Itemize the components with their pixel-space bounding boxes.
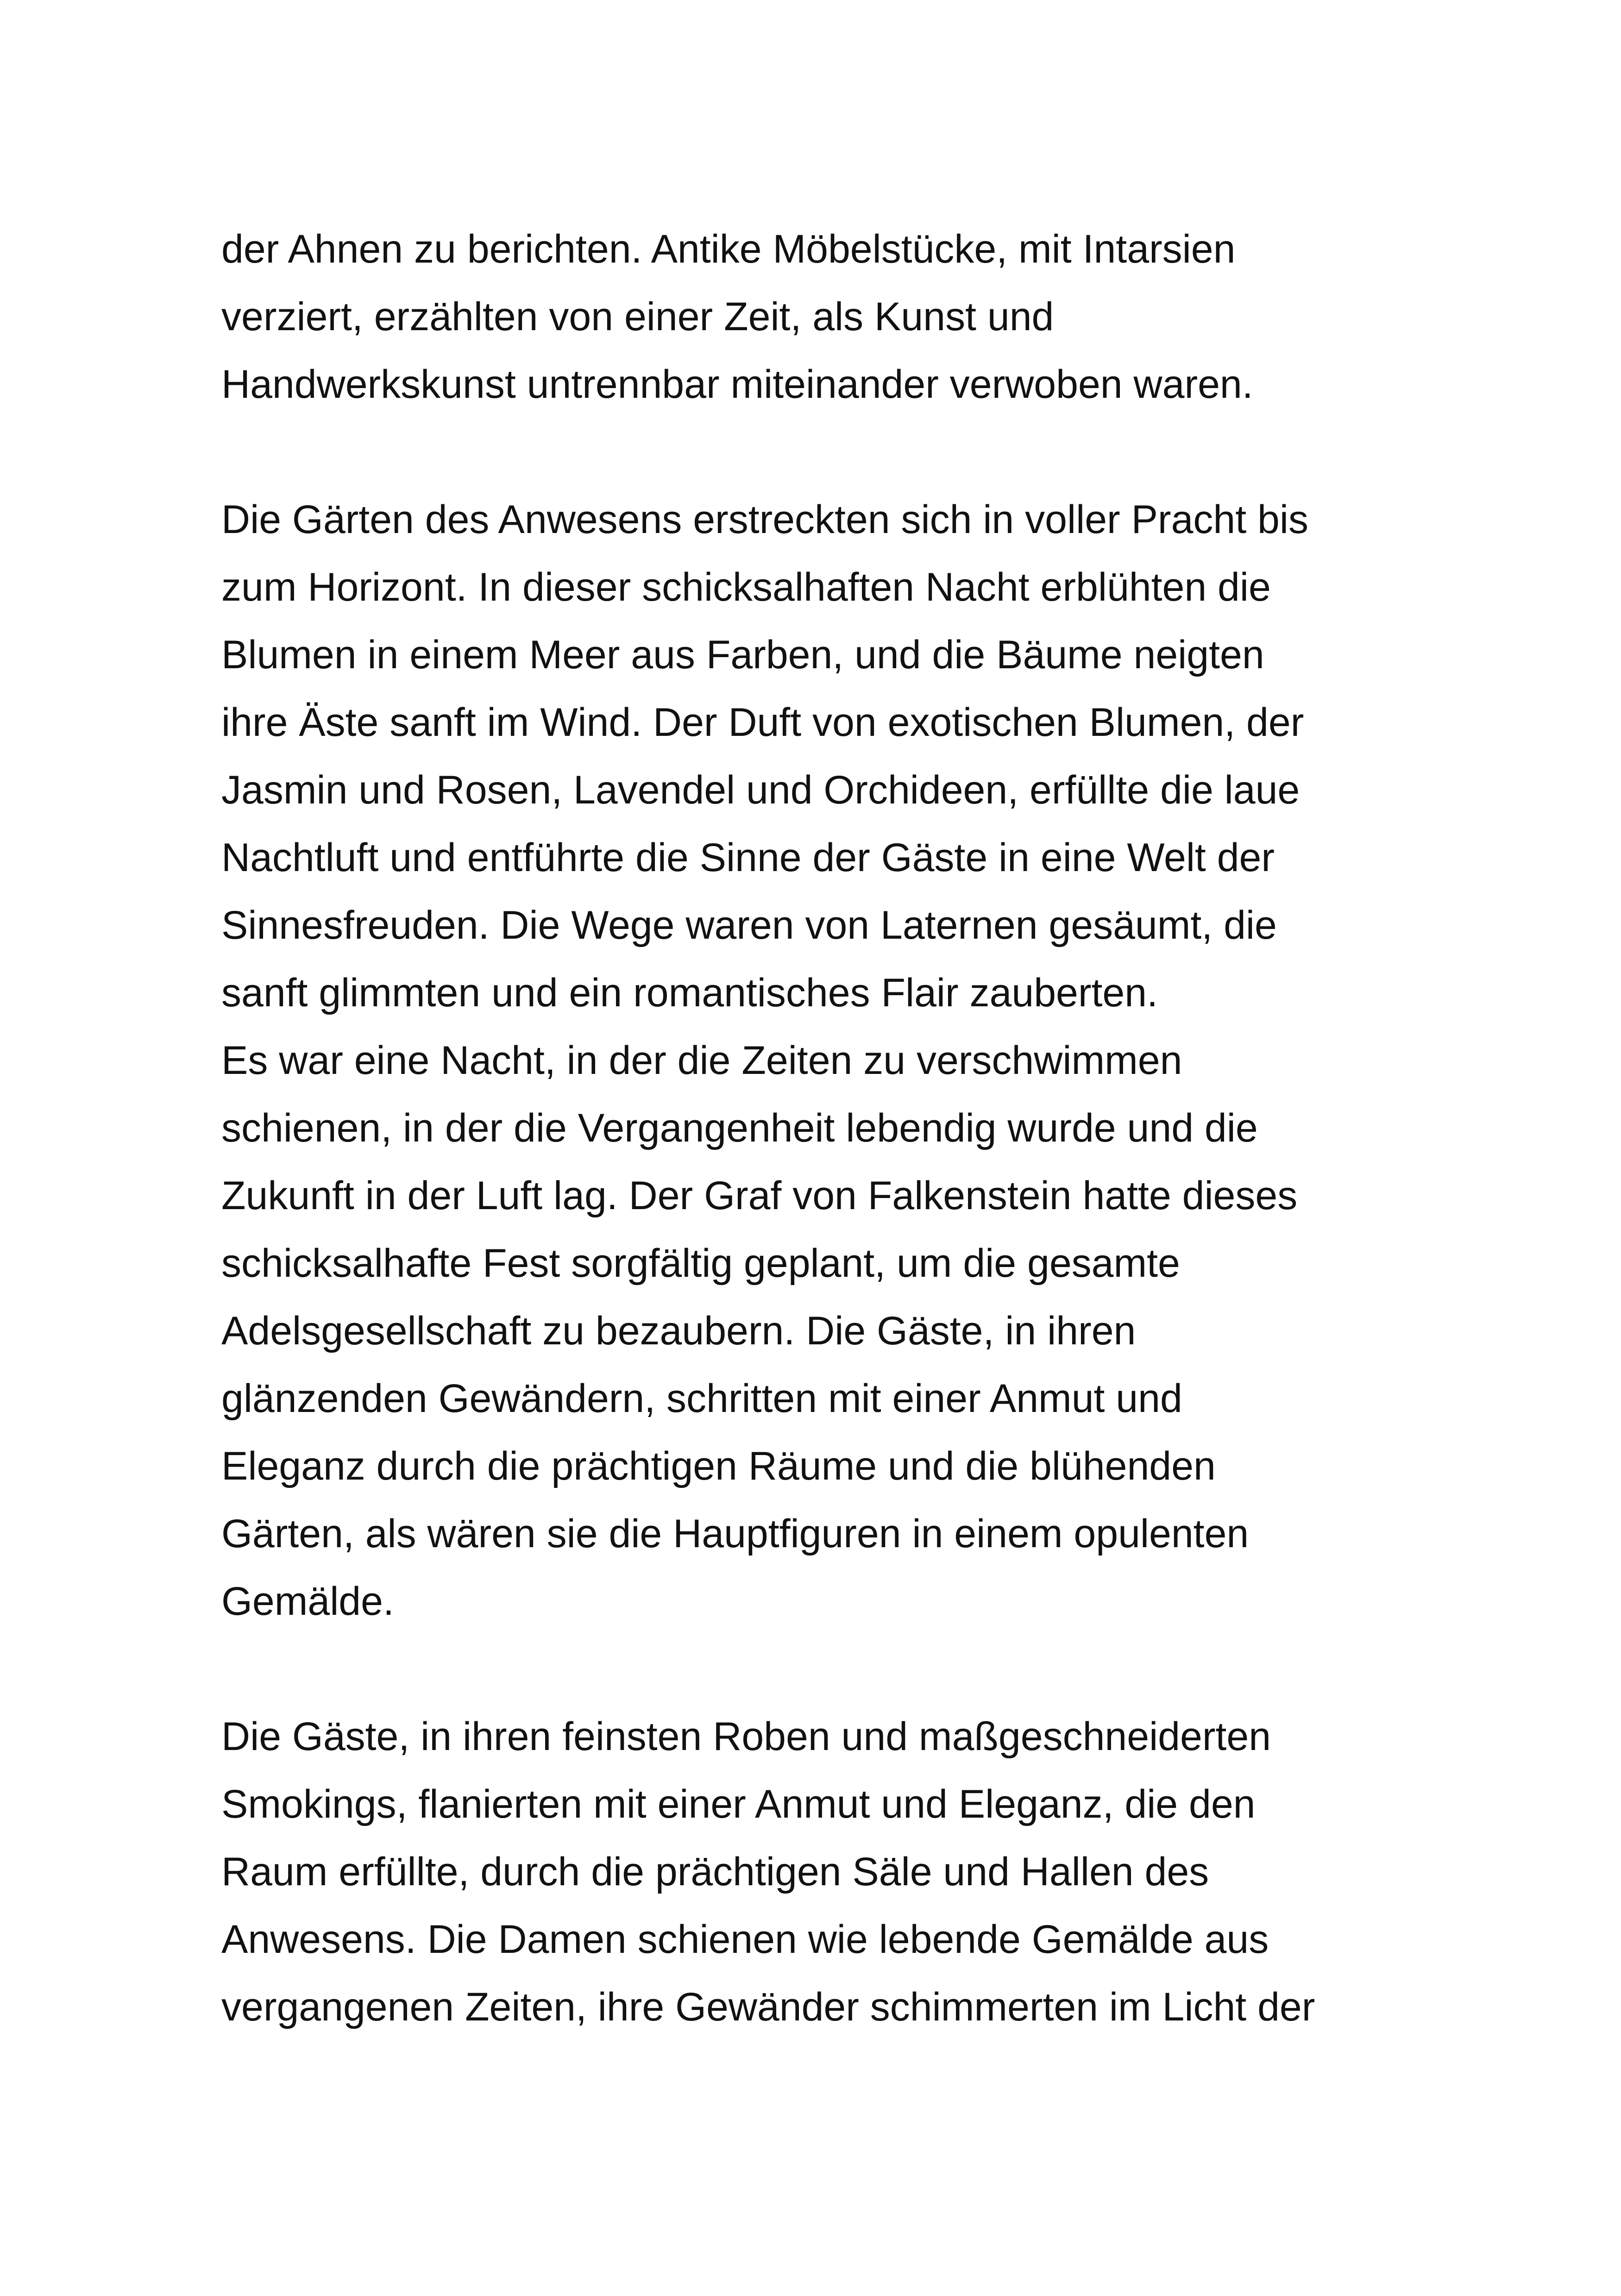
text-line: Adelsgesellschaft zu bezaubern. Die Gäste, in ihren	[221, 1309, 1136, 1353]
text-line: glänzenden Gewändern, schritten mit einer Anmut und	[221, 1376, 1182, 1421]
paragraph-3	[221, 1703, 1426, 2041]
paragraph-1	[221, 215, 1426, 418]
text-line: zum Horizont. In dieser schicksalhaften Nacht erblühten die	[221, 565, 1271, 609]
text-line: Sinnesfreuden. Die Wege waren von Laternen gesäumt, die	[221, 903, 1277, 947]
text-line: Eleganz durch die prächtigen Räume und die blühenden	[221, 1444, 1216, 1488]
body-text	[221, 215, 1426, 2041]
text-line: Handwerkskunst untrennbar miteinander verwoben waren.	[221, 362, 1253, 407]
text-line: Raum erfüllte, durch die prächtigen Säle und Hallen des	[221, 1850, 1209, 1894]
text-line: sanft glimmten und ein romantisches Flair zauberten.	[221, 971, 1158, 1015]
text-line: Smokings, flanierten mit einer Anmut und Eleganz, die den	[221, 1782, 1256, 1826]
text-line: Zukunft in der Luft lag. Der Graf von Falkenstein hatte dieses	[221, 1173, 1298, 1218]
text-line: schicksalhafte Fest sorgfältig geplant, um die gesamte	[221, 1241, 1180, 1286]
text-line: Gemälde.	[221, 1579, 394, 1624]
paragraph-gap	[221, 1635, 1426, 1703]
text-line: Es war eine Nacht, in der die Zeiten zu verschwimmen	[221, 1038, 1182, 1083]
text-line: der Ahnen zu berichten. Antike Möbelstücke, mit Intarsien	[221, 227, 1236, 271]
text-line: Die Gärten des Anwesens erstreckten sich in voller Pracht bis	[221, 497, 1308, 542]
text-line: ihre Äste sanft im Wind. Der Duft von exotischen Blumen, der	[221, 700, 1304, 745]
paragraph-2	[221, 486, 1426, 1635]
text-line: Nachtluft und entführte die Sinne der Gäste in eine Welt der	[221, 835, 1275, 880]
text-line: Jasmin und Rosen, Lavendel und Orchideen, erfüllte die laue	[221, 768, 1300, 812]
text-line: schienen, in der die Vergangenheit lebendig wurde und die	[221, 1106, 1258, 1150]
paragraph-gap	[221, 418, 1426, 486]
text-line: vergangenen Zeiten, ihre Gewänder schimmerten im Licht der	[221, 1985, 1315, 2029]
text-line: Blumen in einem Meer aus Farben, und die Bäume neigten	[221, 633, 1264, 677]
text-line: verziert, erzählten von einer Zeit, als Kunst und	[221, 295, 1054, 339]
text-line: Anwesens. Die Damen schienen wie lebende Gemälde aus	[221, 1917, 1269, 1962]
text-line: Gärten, als wären sie die Hauptfiguren in einem opulenten	[221, 1512, 1249, 1556]
text-line: Die Gäste, in ihren feinsten Roben und maßgeschneiderten	[221, 1714, 1271, 1759]
